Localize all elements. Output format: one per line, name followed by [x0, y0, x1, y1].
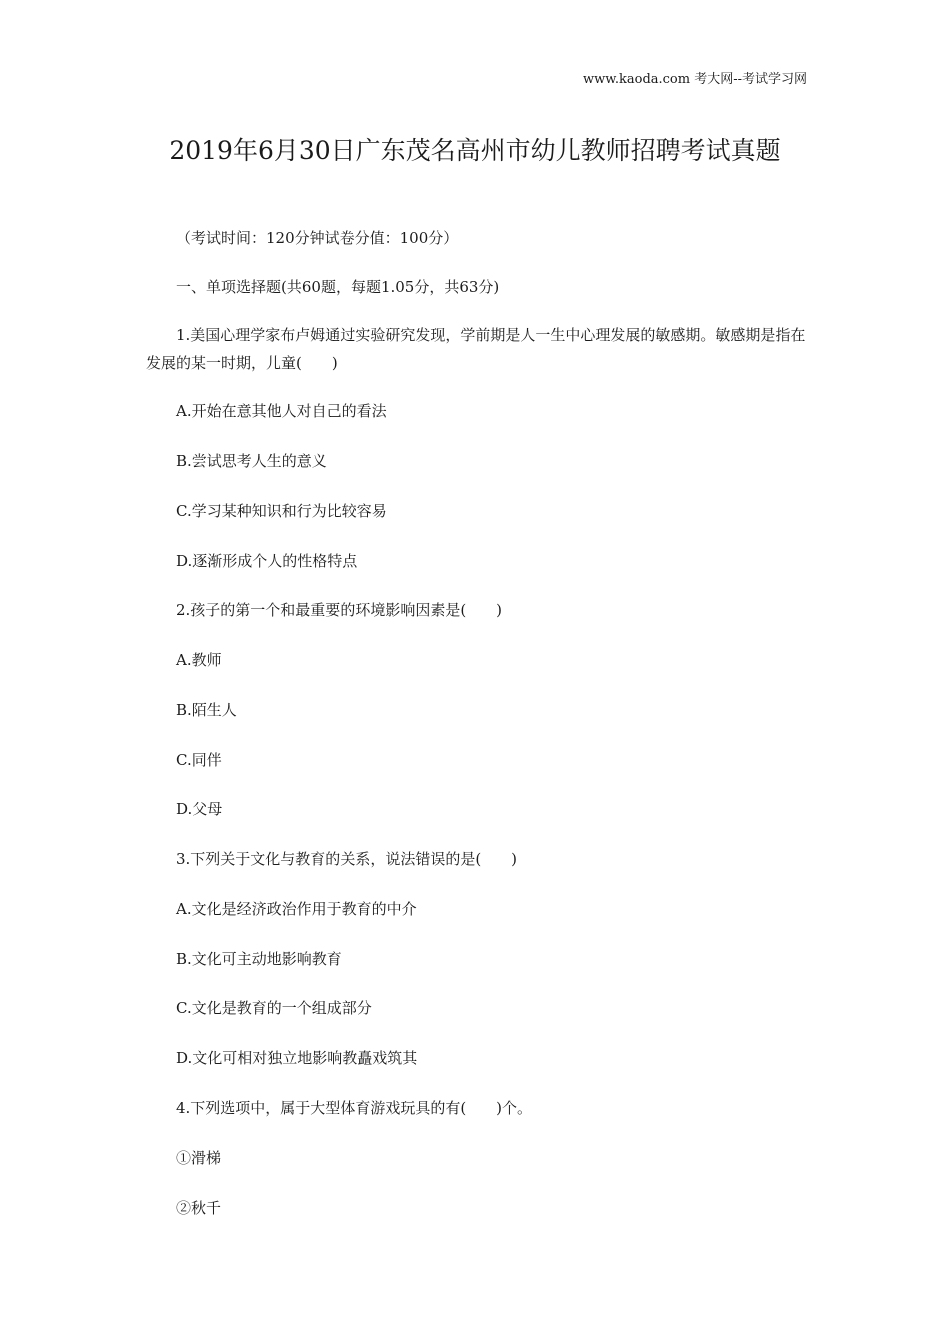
question-1-option-a: A.开始在意其他人对自己的看法 — [176, 402, 387, 420]
exam-info: （考试时间：120分钟试卷分值：100分） — [176, 229, 459, 247]
header-site-label: www.kaoda.com 考大网--考试学习网 — [583, 72, 807, 87]
question-2-option-b: B.陌生人 — [176, 701, 237, 719]
section-heading: 一、单项选择题(共60题，每题1.05分，共63分) — [176, 278, 500, 296]
question-1-stem: 1.美国心理学家布卢姆通过实验研究发现，学前期是人一生中心理发展的敏感期。敏感期是指在发展的某一时期，儿童( ) — [146, 326, 806, 372]
question-3-option-a: A.文化是经济政治作用于教育的中介 — [176, 900, 417, 918]
question-4-stem: 4.下列选项中，属于大型体育游戏玩具的有( )个。 — [176, 1099, 533, 1117]
question-4-item-2: ②秋千 — [176, 1199, 222, 1217]
question-1-option-c: C.学习某种知识和行为比较容易 — [176, 502, 387, 520]
question-2-option-d: D.父母 — [176, 800, 223, 818]
question-2-option-c: C.同伴 — [176, 751, 222, 769]
question-3-option-d: D.文化可相对独立地影响教矗戏筑其 — [176, 1049, 418, 1067]
question-2-option-a: A.教师 — [176, 651, 222, 669]
question-3-option-b: B.文化可主动地影响教育 — [176, 950, 342, 968]
question-1-option-b: B.尝试思考人生的意义 — [176, 452, 327, 470]
question-2-stem: 2.孩子的第一个和最重要的环境影响因素是( ) — [176, 601, 503, 619]
document-title: 2019年6月30日广东茂名高州市幼儿教师招聘考试真题 — [169, 136, 781, 165]
question-3-option-c: C.文化是教育的一个组成部分 — [176, 999, 372, 1017]
question-1-option-d: D.逐渐形成个人的性格特点 — [176, 552, 358, 570]
question-3-stem: 3.下列关于文化与教育的关系，说法错误的是( ) — [176, 850, 518, 868]
question-4-item-1: ①滑梯 — [176, 1149, 222, 1167]
